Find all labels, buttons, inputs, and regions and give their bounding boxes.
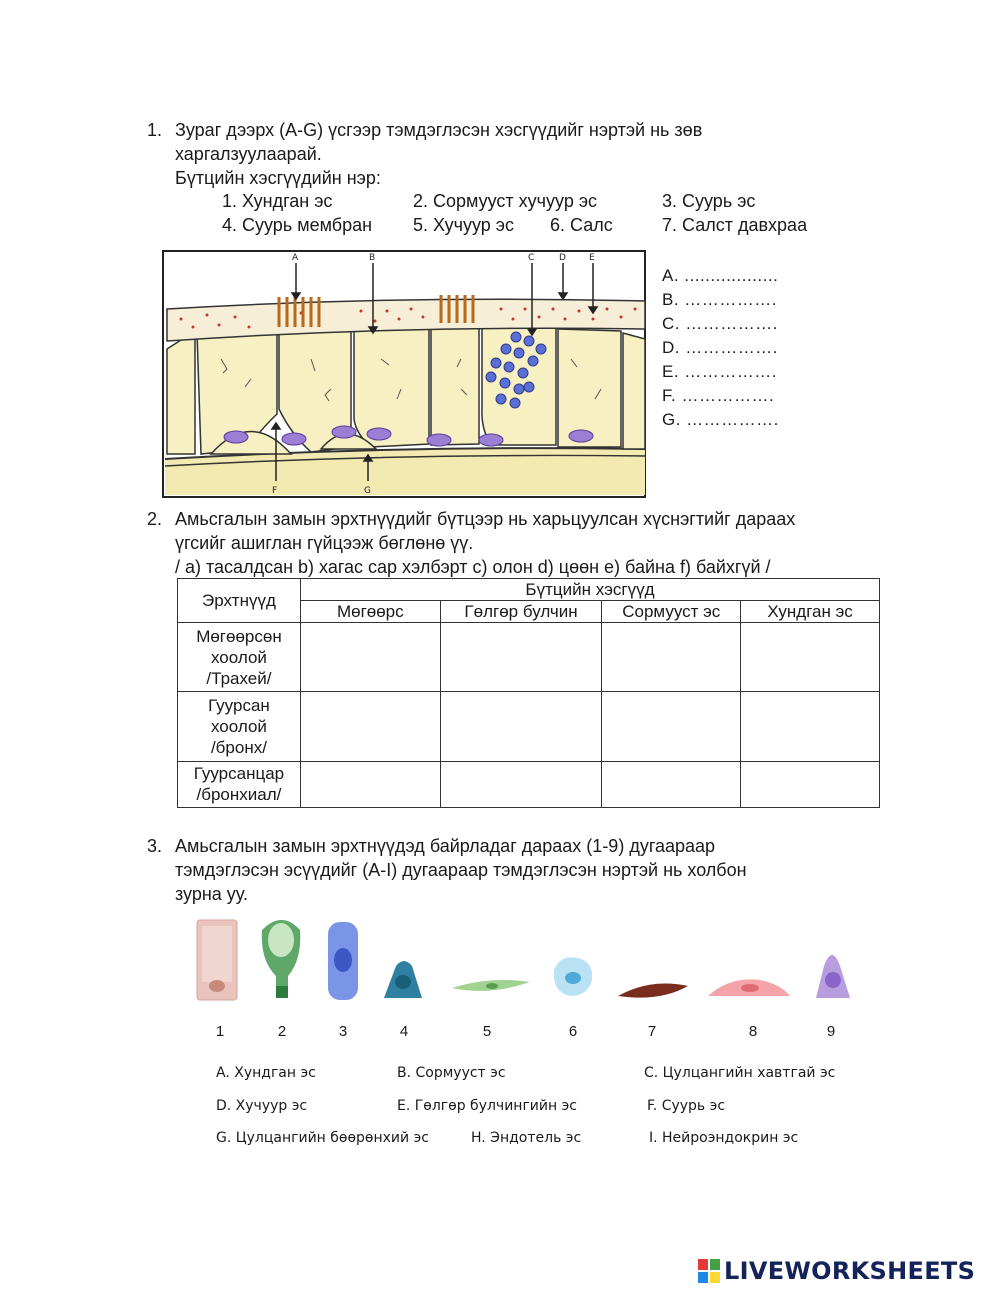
option-g: G. Цулцангийн бөөрөнхий эс: [216, 1130, 429, 1146]
answer-cell[interactable]: [300, 692, 440, 761]
answer-cell[interactable]: [440, 692, 602, 761]
figure-label-c: C: [528, 253, 535, 263]
cell-number-3: 3: [338, 1023, 348, 1040]
row-label-line: хоолой: [211, 717, 267, 737]
cell-5-image: [452, 980, 530, 991]
answer-e[interactable]: E. …………….: [662, 362, 778, 381]
structure-name-1: 1. Хундган эс: [222, 191, 333, 211]
row-label-line: хоолой: [211, 647, 267, 667]
answer-cell[interactable]: [300, 761, 440, 807]
table-header-cartilage: Мөгөөрс: [300, 601, 440, 623]
row-label-line: /бронхиал/: [196, 785, 282, 805]
option-h: H. Эндотель эс: [471, 1130, 582, 1146]
figure-label-g: G: [364, 486, 371, 496]
answer-cell[interactable]: [602, 692, 741, 761]
answer-d[interactable]: D. …………….: [662, 338, 778, 357]
structure-name-6: 6. Салс: [550, 215, 613, 235]
logo-icon: [698, 1259, 720, 1283]
answer-cell[interactable]: [741, 692, 880, 761]
table-row: [178, 623, 880, 692]
cell-3-image: [328, 922, 358, 1000]
comparison-table: [177, 578, 880, 808]
row-label-trachea: [178, 623, 301, 692]
figure-label-d: D: [559, 253, 566, 263]
q3-text: [175, 834, 747, 906]
table-header-ciliated: Сормууст эс: [602, 601, 741, 623]
table-header-organs: Эрхтнүүд: [178, 579, 301, 623]
cell-number-2: 2: [277, 1023, 287, 1040]
cell-number-6: 6: [568, 1023, 578, 1040]
q1-number: 1.: [147, 120, 163, 140]
option-b: B. Сормууст эс: [397, 1065, 506, 1081]
cell-number-8: 8: [748, 1023, 758, 1040]
cell-number-9: 9: [826, 1023, 836, 1040]
option-c: C. Цулцангийн хавтгай эс: [644, 1065, 836, 1081]
liveworksheets-logo: LIVEWORKSHEETS: [724, 1257, 976, 1285]
q1-line3: Бүтцийн хэсгүүдийн нэр:: [175, 168, 381, 188]
q2-text: [175, 507, 795, 579]
row-label-line: Мөгөөрсөн: [196, 626, 282, 646]
cell-number-1: 1: [215, 1023, 225, 1040]
answer-b[interactable]: B. …………….: [662, 290, 778, 309]
answer-f[interactable]: F. …………….: [662, 386, 775, 405]
answer-a[interactable]: A. ..................: [662, 266, 779, 285]
row-label-line: Гуурсан: [208, 696, 270, 716]
row-label-line: /бронх/: [210, 738, 267, 758]
option-a: A. Хундган эс: [216, 1065, 316, 1081]
figure-label-b: B: [369, 253, 376, 263]
q3-line2: тэмдэглэсэн эсүүдийг (A-I) дугаараар тэмдэглэсэн нэртэй нь холбон: [175, 860, 747, 880]
row-label-line: Гуурсанцар: [193, 764, 285, 784]
cell-number-5: 5: [482, 1023, 492, 1040]
table-header-group: Бүтцийн хэсгүүд: [300, 579, 879, 601]
cell-number-7: 7: [647, 1023, 657, 1040]
respiratory-epithelium-figure: [161, 249, 647, 499]
q1-text: [175, 118, 702, 190]
structure-name-4: 4. Суурь мембран: [222, 215, 373, 235]
answer-cell[interactable]: [440, 761, 602, 807]
table-header-goblet: Хундган эс: [741, 601, 880, 623]
q1-line1: Зураг дээрх (A-G) үсгээр тэмдэглэсэн хэсгүүдийг нэртэй нь зөв: [175, 120, 703, 140]
answer-cell[interactable]: [741, 761, 880, 807]
answer-cell[interactable]: [300, 623, 440, 692]
structure-name-7: 7. Салст давхраа: [662, 215, 808, 235]
q3-line1: Амьсгалын замын эрхтнүүдэд байрладаг дараах (1-9) дугаараар: [175, 836, 716, 856]
table-row: [178, 761, 880, 807]
cell-1-image: [197, 920, 237, 1000]
cell-number-4: 4: [399, 1023, 409, 1040]
option-f: F. Суурь эс: [647, 1098, 726, 1114]
table-header-smooth-muscle: Гөлгөр булчин: [440, 601, 602, 623]
q2-line2: үгсийг ашиглан гүйцээж бөглөнө үү.: [175, 533, 474, 553]
answer-c[interactable]: C. …………….: [662, 314, 778, 333]
structure-name-5: 5. Хучуур эс: [413, 215, 514, 235]
row-label-bronchiole: [178, 761, 301, 807]
q2-line1: Амьсгалын замын эрхтнүүдийг бүтцээр нь харьцуулсан хүснэгтийг дараах: [175, 509, 796, 529]
structure-name-3: 3. Суурь эс: [662, 191, 756, 211]
figure-label-f: F: [272, 486, 278, 496]
structure-name-2: 2. Сормууст хучуур эс: [413, 191, 598, 211]
q3-number: 3.: [147, 836, 163, 856]
option-d: D. Хучуур эс: [216, 1098, 308, 1114]
answer-cell[interactable]: [602, 623, 741, 692]
answer-g[interactable]: G. …………….: [662, 410, 779, 429]
cell-8-image: [708, 979, 790, 996]
q3-line3: зурна уу.: [175, 884, 249, 904]
table-row: [178, 692, 880, 761]
option-i: I. Нейроэндокрин эс: [649, 1130, 799, 1146]
row-label-line: /Трахей/: [206, 668, 272, 688]
cell-types-figure: [190, 910, 870, 1010]
answer-cell[interactable]: [440, 623, 602, 692]
q1-line2: харгалзуулаарай.: [175, 144, 322, 164]
cell-9-image: [816, 955, 850, 998]
figure-label-e: E: [589, 253, 595, 263]
option-e: E. Гөлгөр булчингийн эс: [397, 1098, 577, 1114]
cell-7-image: [618, 984, 688, 998]
cell-4-image: [384, 961, 422, 998]
row-label-bronchus: [178, 692, 301, 761]
q2-number: 2.: [147, 509, 163, 529]
answer-cell[interactable]: [741, 623, 880, 692]
figure-label-a: A: [292, 253, 299, 263]
q2-line3: / a) тасалдсан b) хагас сар хэлбэрт c) олон d) цөөн e) байна f) байхгүй /: [175, 557, 771, 577]
answer-cell[interactable]: [602, 761, 741, 807]
cell-2-image: [262, 920, 300, 998]
cell-6-image: [554, 957, 592, 996]
